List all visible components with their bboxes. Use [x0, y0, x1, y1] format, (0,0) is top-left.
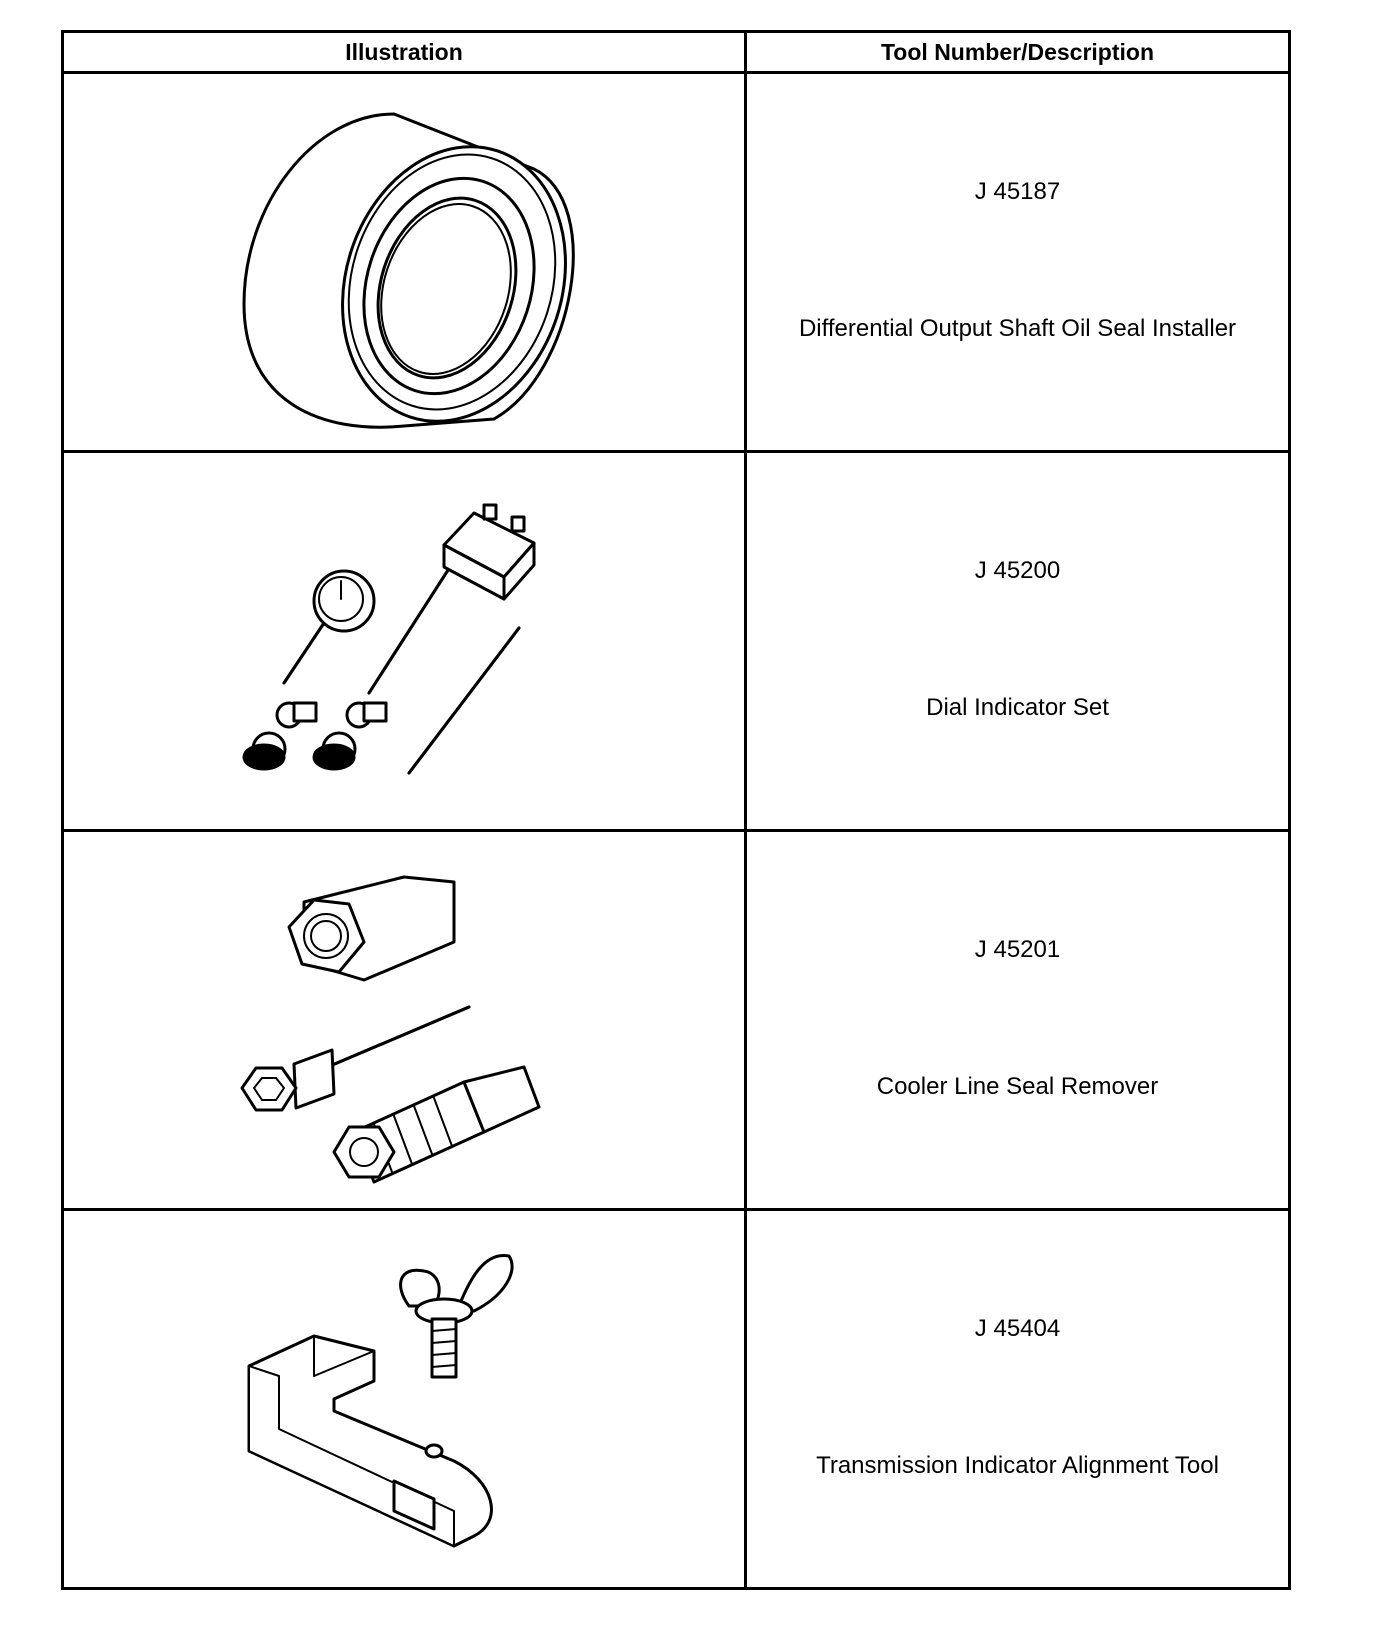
- table-row: [63, 452, 1290, 831]
- tool-number: J 45200: [974, 557, 1061, 584]
- tool-description: Dial Indicator Set: [926, 694, 1109, 721]
- description-cell: [746, 831, 1290, 1210]
- tool-number: J 45187: [974, 178, 1061, 205]
- table-row: [63, 1210, 1290, 1589]
- tool-number: J 45404: [974, 1315, 1061, 1342]
- seal-installer-icon: [64, 74, 744, 450]
- cooler-line-seal-remover-icon: [64, 832, 744, 1208]
- table-row: [63, 73, 1290, 452]
- tool-description: Transmission Indicator Alignment Tool: [816, 1452, 1219, 1479]
- header-illustration: Illustration: [63, 32, 746, 73]
- header-tool-number-description: Tool Number/Description: [746, 32, 1290, 73]
- dial-indicator-set-icon: [64, 453, 744, 829]
- tool-description: Cooler Line Seal Remover: [876, 1073, 1159, 1100]
- illustration-cell: [63, 831, 746, 1210]
- header-row: [63, 32, 1290, 73]
- alignment-tool-icon: [64, 1211, 744, 1587]
- tool-description: Differential Output Shaft Oil Seal Installer: [798, 315, 1237, 342]
- description-cell: [746, 73, 1290, 452]
- illustration-cell: [63, 73, 746, 452]
- description-cell: [746, 1210, 1290, 1589]
- tool-number: J 45201: [974, 936, 1061, 963]
- illustration-cell: [63, 452, 746, 831]
- table-row: [63, 831, 1290, 1210]
- illustration-cell: [63, 1210, 746, 1589]
- description-cell: [746, 452, 1290, 831]
- tool-table: [61, 30, 1291, 1590]
